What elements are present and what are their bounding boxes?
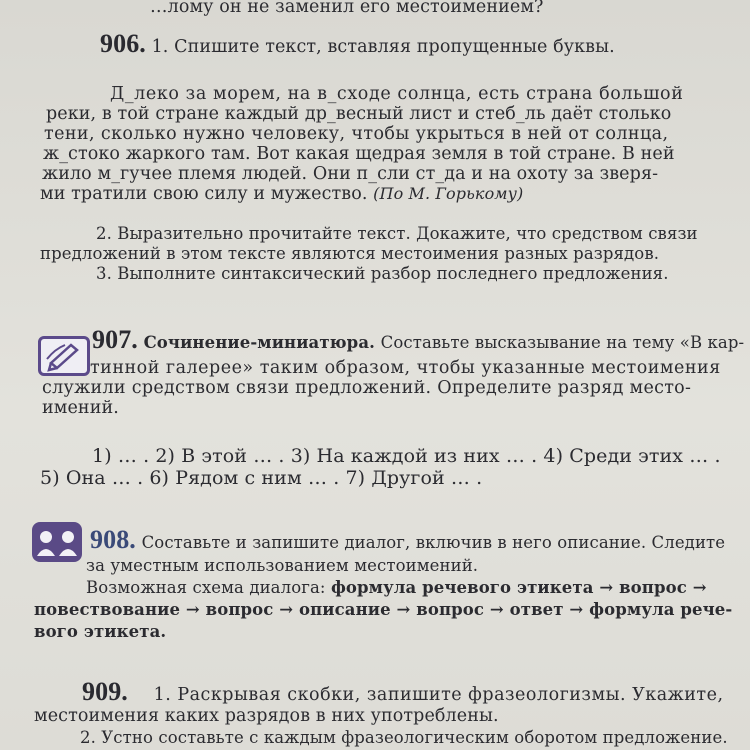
exercise-906-heading [100,29,615,58]
exercise-907-line-2: тинной галерее» таким образом, чтобы указанные местоимения [90,358,721,378]
exercise-906-task2-line-2: предложений в этом тексте являются местоимения разных разрядов. [40,244,660,263]
exercise-908-number: 908. [90,525,136,554]
exercise-906-attribution: (По М. Горькому) [373,184,524,203]
exercise-908-line-1: Составьте и запишите диалог, включив в него описание. Следите [141,533,726,552]
exercise-906-number: 906. [100,29,146,58]
exercise-906-text-line-6-body: ми тратили свою силу и мужество. [40,184,368,204]
exercise-906-text-line-1: Д_леко за морем, на в_сходе солнца, есть страна большой [110,84,684,104]
exercise-909-heading [82,677,724,706]
exercise-906-task3: 3. Выполните синтаксический разбор последнего предложения. [96,264,669,283]
exercise-908-scheme-part-1: формула речевого этикета → вопрос → [330,578,707,597]
exercise-907-items-line-2: 5) Она … . 6) Рядом с ним … . 7) Другой … . [40,467,483,489]
exercise-907-line-3: служили средством связи предложений. Определите разряд место- [42,378,692,398]
exercise-906-task1: 1. Спишите текст, вставляя пропущенные буквы. [151,37,615,57]
exercise-907-line-1: Составьте высказывание на тему «В кар- [380,333,745,352]
exercise-908-heading [90,525,726,554]
exercise-906-text-line-4: ж_стоко жаркого там. Вот какая щедрая земля в той стране. В ней [43,144,675,164]
exercise-909-task1-line-2: местоимения каких разрядов в них употреблены. [34,706,499,726]
exercise-908-scheme-line-1 [86,578,707,598]
dialogue-icon [32,522,82,562]
exercise-909-task1-line-1: 1. Раскрывая скобки, запишите фразеологизмы. Укажите, [153,685,724,705]
exercise-906-text-line-2: реки, в той стране каждый др_весный лист и стеб_ль даёт столько [46,104,672,124]
exercise-906-text-line-3: тени, сколько нужно человеку, чтобы укрыться в ней от солнца, [44,124,669,144]
exercise-909-number: 909. [82,677,128,706]
exercise-909-task2: 2. Устно составьте с каждым фразеологическим оборотом предложение. [80,728,728,747]
exercise-906-text-line-5: жило м_гучее племя людей. Они п_сли ст_да и на охоту за зверя- [42,164,659,184]
exercise-906-task2-line-1: 2. Выразительно прочитайте текст. Докажите, что средством связи [96,224,698,243]
exercise-906-text-line-6 [40,184,523,204]
exercise-907-line-4: имений. [42,398,119,418]
exercise-907-number: 907. [92,325,138,354]
exercise-908-scheme-intro: Возможная схема диалога: [86,578,326,597]
exercise-907-items-line-1: 1) … . 2) В этой … . 3) На каждой из них … . 4) Среди этих … . [92,445,721,467]
exercise-907-heading [92,325,745,354]
header-fragment: …лому он не заменил его местоимением? [150,0,544,17]
exercise-908-scheme-part-2: повествование → вопрос → описание → вопрос → ответ → формула рече- [34,600,733,619]
pencil-writing-icon [38,336,90,376]
exercise-908-line-2: за уместным использованием местоимений. [86,556,479,575]
exercise-908-scheme-part-3: вого этикета. [34,622,167,641]
exercise-907-title: Сочинение-миниатюра. [143,333,375,352]
